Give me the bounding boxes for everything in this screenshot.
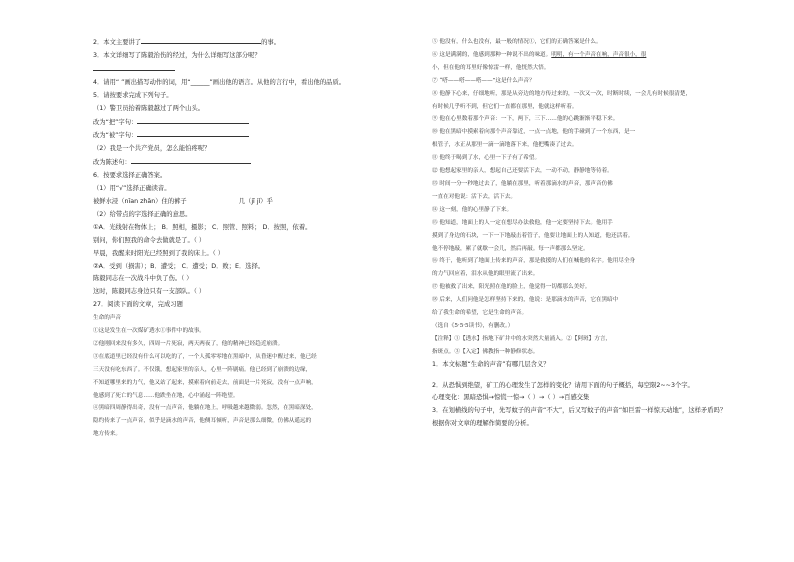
reading-question-3: 3．在划横线的句子中，先写蚊子的声音“不大”，后又写蚊子的声音“如巨雷一样惊天动地”，这样矛盾吗？: [432, 407, 727, 415]
passage-para-15-line: ⑮ 他知道，地面上的人一定在想尽办法救他，他一定要坚持下去。他用手: [432, 219, 613, 226]
bei-sentence: 改为“被”字句：: [93, 129, 438, 143]
question-2: 2．本文主要讲了 的事。: [93, 36, 438, 50]
question-4: 4．请用“ ”画出描写动作的词，用“______”画出他的语言。从他的言行中，看出他的品质。: [93, 78, 346, 86]
declarative-sentence: 改为陈述句：: [93, 156, 438, 170]
passage-para-3-line: 他感到了死亡的气息……他跌坐在地，心中涌起一阵绝望。: [93, 392, 239, 399]
answer-line[interactable]: [93, 63, 438, 71]
reading-question-2: 2．从恐惧到绝望，矿工的心理发生了怎样的变化？请用下面的句子概括，每空限2~~3个字。: [432, 381, 694, 389]
answer-blank[interactable]: [131, 156, 251, 164]
passage-para-13-line: ⑬ 时间一分一秒地过去了，他躺在那里，听着那滴水的声音，那声音仿佛: [432, 180, 613, 187]
passage-para-1: ①这是发生在一次煤矿透水①事件中的故事。: [93, 328, 205, 335]
pronunciation-instruction: （1）用“√”选择正确读音。: [93, 185, 171, 193]
passage-para-10-line: 根管子，水正从那里一滴一滴地落下来，他把嘴凑了过去。: [432, 142, 578, 149]
right-column: [432, 36, 777, 431]
left-column: [93, 36, 438, 441]
passage-notes-line: 指斑点。③【入定】佛教指一种静修状态。: [432, 348, 539, 355]
question-27: 27．阅读下面的文章，完成习题: [93, 301, 183, 309]
passage-para-14: ⑭ 这一刻，他的心里静了下来。: [432, 206, 513, 213]
passage-para-5: ⑤ 他没有，什么也没有，最一般的情况①，它们的正确答案是什么。: [432, 39, 602, 45]
passage-source: （选自《5·5·5读书》，有删改。）: [432, 322, 514, 329]
passage-para-4-line: ④黑暗四周静得出奇，没有一点声音，他躺在地上，呼吸越来越微弱。忽然，在黑暗深处，: [93, 405, 317, 412]
passage-para-4-line: 地方传来。: [93, 431, 121, 438]
underlined-sentence: 明明，有一个声音在响，声音很小，很: [551, 51, 647, 58]
passage-para-3-line: 三天没有吃东西了。不仅饿，想起家里的亲人，心里一阵剧痛。他已经到了崩溃的边缘，: [93, 366, 312, 373]
sentence-1: （1）警卫员抬着陈毅越过了两个山头。: [93, 104, 205, 112]
meaning-instruction: （2）给带点的字选择正确的意思。: [93, 210, 192, 218]
passage-para-16-line: 的力气回应着，泪水从他的眼里流了出来。: [432, 271, 539, 278]
passage-para-3-line: ③在底道里已经没有什么可以吃的了，一个人孤零零地在黑暗中，从昏迷中醒过来，他已经: [93, 353, 317, 360]
question-5: 5．请按要求完成下列句子。: [93, 91, 173, 99]
sentence-2: （2）我是一个共产党员，怎么能怕疼呢？: [93, 145, 211, 153]
passage-para-8-cont: 有时候几乎听不到，但它们一直都在那里，他就这样听着。: [432, 103, 578, 110]
reading-question-3-cont: 根据你对文章的理解作简要的分析。: [432, 420, 533, 428]
meaning-item-4: 这时，陈毅同志身边只有一支部队。（ ）: [93, 288, 206, 296]
passage-title: 生命的声音: [93, 315, 121, 322]
pronunciation-items: 被鲜水浸（nīan zhān）住的裤子 几（jī jǐ）乎: [93, 197, 273, 205]
answer-blank[interactable]: [137, 129, 249, 137]
passage-para-6: ⑥ 这是满满的，他感到那种一种说不出的味道。明明，有一个声音在响，声音很小，很: [432, 51, 647, 58]
passage-para-7: ⑦ “嗒——嗒——嗒——”这是什么声音？: [432, 77, 535, 84]
passage-para-18-line: ⑱ 后来，人们问他是怎样坚持下来的，他说：是那滴水的声音，它在黑暗中: [432, 297, 619, 304]
answer-blank[interactable]: [137, 116, 249, 124]
passage-para-11: ⑪ 他终于喝到了水，心里一下子有了希望。: [432, 155, 541, 162]
passage-para-8: ⑧ 他静下心来，仔细地听，那是从旁边的地方传过来的，一次又一次，时断时续，一会儿有时候很清楚，: [432, 90, 692, 97]
passage-para-4-line: 隐约传来了一点声音，似乎是滴水的声音，他侧耳倾听，声音是那么细微，仿佛从遥远的: [93, 418, 312, 425]
meaning-item-3: 陈毅同志在一次战斗中负了伤。（ ）: [93, 275, 193, 283]
passage-para-15-line: 他不停地敲，累了就歇一会儿，然后再敲。每一声都那么坚定。: [432, 245, 589, 252]
meaning-options-2: ②A．受到（损害）；B．遭受； C．遭受；D．败；E．选择。: [93, 262, 265, 270]
passage-para-15-line: 摸到了身边的石块，一下一下地敲击着管子，他要让地面上的人知道，他还活着。: [432, 232, 634, 239]
meaning-item-2: 早晨，我醒来时阳光已经照到了我的床上。（ ）: [93, 249, 225, 257]
passage-notes-line: 【注释】①【透水】指地下矿井中的水突然大量涌入。②【阿斑】方言，: [432, 335, 612, 342]
ba-sentence: 改为“把”字句：: [93, 116, 438, 130]
reading-question-1: 1．本文标题“生命的声音”有哪几层含义？: [432, 360, 550, 368]
passage-para-13-line: 一直在对他说：活下去，活下去。: [432, 193, 516, 200]
passage-para-17: ⑰ 他被救了出来，阳光照在他的脸上，他觉得一切都那么美好。: [432, 284, 591, 291]
passage-para-16-line: ⑯ 终于，他听到了地面上传来的声音，那是救援的人们在喊他的名字。他用尽全身: [432, 258, 636, 265]
passage-para-10-line: ⑩ 他在黑暗中摸索着向那个声音靠近，一点一点地，他的手碰到了一个东西，是一: [432, 129, 636, 136]
question-6: 6．按要求选择正确答案。: [93, 172, 167, 180]
passage-para-9: ⑨ 他在心里数着那个声音：一下，两下，三下……他的心跳渐渐平稳下来。: [432, 116, 619, 123]
passage-para-3-line: 不知道哪里来的力气，他又站了起来，摸索着向前走去，前面是一片死寂，没有一点声响，: [93, 379, 317, 386]
question-3: 3．本文详细写了陈毅治伤的经过，为什么详细写这部分呢？: [93, 51, 261, 59]
meaning-item-1: 别问，你们照我的命令去做就是了。（ ）: [93, 236, 206, 244]
passage-para-18-line: 给了我生命的希望，它是生命的声音。: [432, 310, 528, 317]
answer-space[interactable]: [432, 372, 777, 380]
passage-para-6-cont: 小，但在他的耳里好像惊雷一样，他恍然大悟。: [432, 64, 550, 71]
passage-para-2: ②他刚回来没有多久，四周一片死寂，两天两夜了，他的精神已经趋近崩溃。: [93, 340, 284, 347]
reading-question-2-blanks[interactable]: 心理变化：黑暗恐惧→惊慌一惊→（ ）→（ ）→百感交集: [432, 394, 590, 402]
passage-para-12: ⑫ 他想起家里的亲人，想起自己还要活下去，一动不动，静静地等待着。: [432, 168, 613, 175]
answer-blank[interactable]: [141, 36, 261, 44]
meaning-options-1: ①A．光线射在物体上； B．照相，摄影； C．照管、照料； D．按照，依着。: [93, 223, 312, 231]
